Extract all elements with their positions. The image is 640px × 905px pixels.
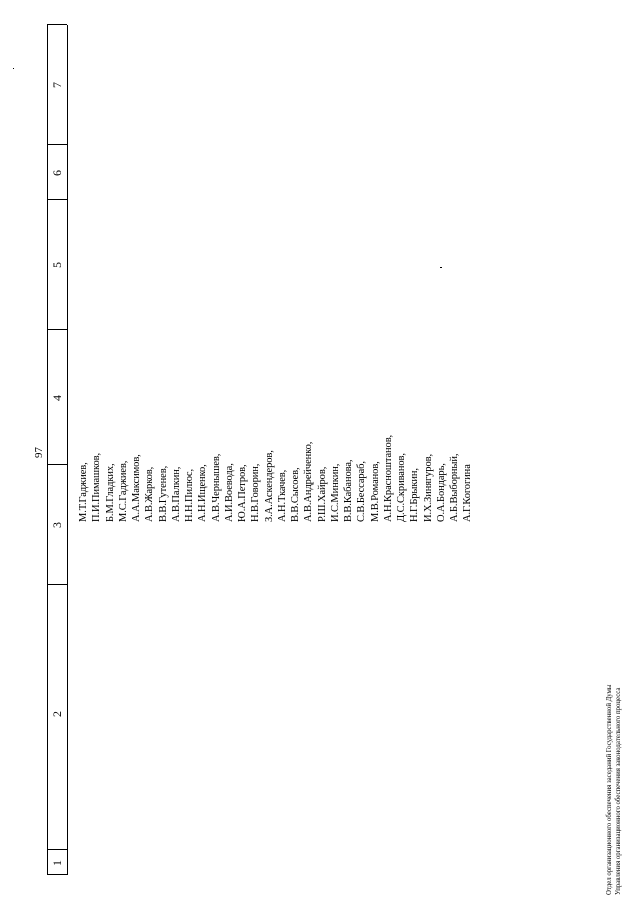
footer [606, 685, 623, 895]
list-item: Н.Г.Брыкин, [409, 468, 421, 522]
list-item: О.А.Бондарь, [435, 463, 447, 522]
column-header-1: 1 [50, 860, 64, 866]
list-item: П.И.Пимашков, [91, 452, 103, 522]
list-item: В.В.Сысоев, [290, 467, 301, 522]
list-item: В.В.Гутенев, [157, 465, 169, 522]
column-header-2: 2 [50, 711, 64, 717]
list-item: А.В.Чернышев, [210, 453, 222, 522]
list-item: В.В.Кабанова, [343, 459, 354, 522]
table-top-border [47, 25, 48, 875]
list-item: А.А.Максимов, [131, 454, 142, 522]
list-item: А.Н.Красноштанов, [382, 434, 394, 522]
list-item: З.А.Аскендеров, [263, 450, 275, 522]
list-item: А.И.Воевода, [223, 463, 235, 522]
list-item: М.В.Романов, [369, 461, 381, 522]
column-header-4: 4 [50, 395, 64, 401]
scan-dot [13, 68, 14, 69]
col-divider-4-5 [47, 329, 67, 330]
list-item: А.В.Андрейченко, [303, 441, 315, 522]
col-divider-5-6 [47, 199, 67, 200]
list-item: И.С.Минкин, [329, 463, 341, 522]
list-item: А.В.Жарков, [144, 466, 156, 522]
scan-dot [440, 267, 442, 268]
table-header-bottom-border [67, 25, 68, 875]
list-item: Н.Н.Пилюс, [184, 469, 195, 522]
list-item: А.В.Палкин, [170, 466, 182, 522]
list-item: А.Н.Ткачев, [276, 469, 288, 522]
column-header-7: 7 [50, 82, 64, 88]
list-item: Ю.А.Петров, [237, 464, 248, 522]
column-header-3: 3 [50, 522, 64, 528]
list-item: И.Х.Зинягуров, [422, 454, 434, 522]
list-item: Д.С.Скриванов, [396, 453, 407, 522]
col-divider-left [47, 874, 67, 875]
list-item: М.С.Гаджиев, [117, 460, 129, 522]
list-item: Н.В.Говорин, [250, 463, 262, 522]
col-divider-right [47, 24, 67, 25]
page-number: 97 [33, 447, 45, 458]
col-divider-2-3 [47, 584, 67, 585]
list-item: А.Б.Выборный, [449, 453, 460, 522]
column-header-6: 6 [50, 170, 64, 176]
footer-line-2: Управления организационного обеспечения законодательного процесса [614, 687, 622, 895]
footer-line-1: Отдел организационного обеспечения заседаний Государственной Думы [606, 684, 613, 895]
col-divider-1-2 [47, 849, 67, 850]
list-item: А.Н.Ищенко, [197, 464, 209, 522]
list-item: Б.М.Гладких, [104, 463, 116, 522]
list-item: Р.Ш.Хайров, [316, 466, 328, 522]
list-item: С.В.Бессараб, [356, 461, 368, 522]
col-divider-3-4 [47, 464, 67, 465]
deputies-name-list [77, 435, 475, 522]
column-header-5: 5 [50, 262, 64, 268]
list-item: А.Г.Когогина [462, 464, 474, 522]
list-item: М.Т.Гаджиев, [78, 462, 89, 522]
col-divider-6-7 [47, 144, 67, 145]
